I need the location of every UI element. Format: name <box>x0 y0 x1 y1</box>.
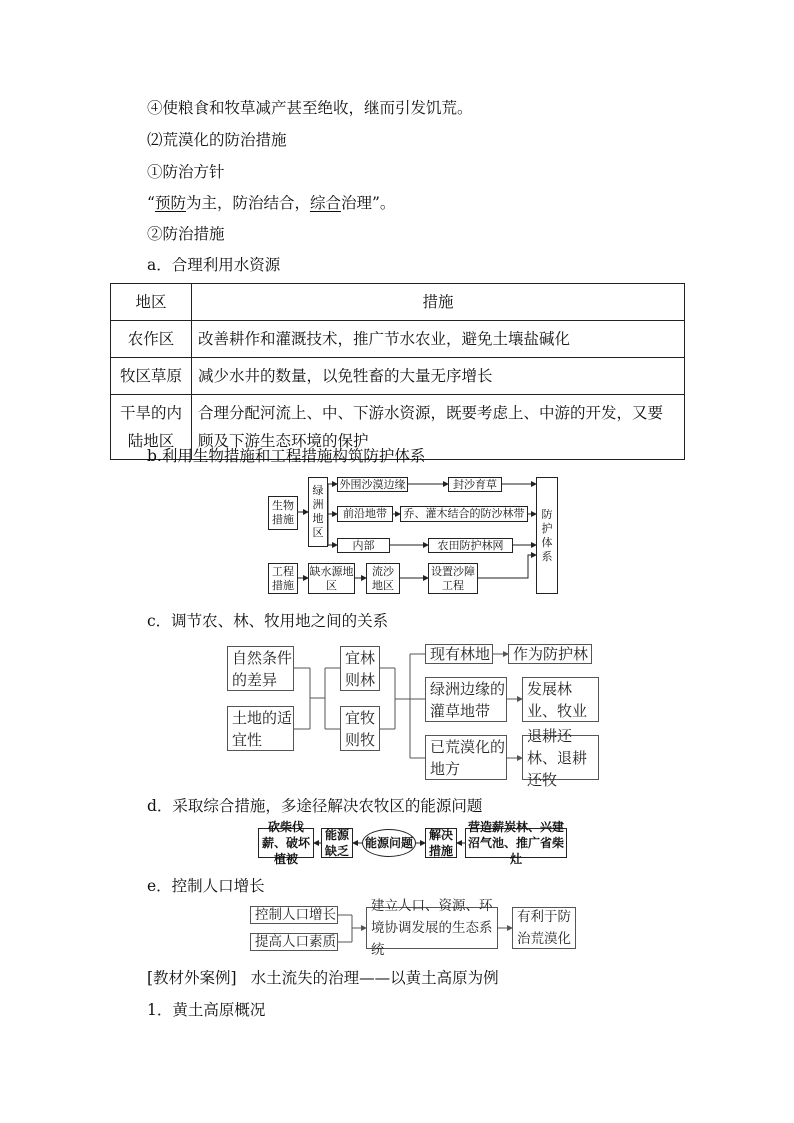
engineering-box: 工程措施 <box>268 563 298 594</box>
as-shelterbelt-box: 作为防护林 <box>508 644 592 664</box>
desertified-area-box: 已荒漠化的地方 <box>425 735 507 780</box>
overview-heading: 1．黄土高原概况 <box>147 1001 266 1019</box>
sand-grass-box: 封沙育草 <box>448 477 502 492</box>
outer-desert-box: 外围沙漠边缘 <box>337 477 408 492</box>
table-cell: 农作区 <box>111 321 192 358</box>
measure-a-title: a．合理利用水资源 <box>147 256 281 274</box>
front-zone-box: 前沿地带 <box>337 506 393 522</box>
shelterbelt-box: 乔、灌木结合的防沙林带 <box>400 506 528 522</box>
case-heading <box>147 966 499 988</box>
energy-shortage-box: 能源缺乏 <box>321 828 353 858</box>
improve-quality-box: 提高人口素质 <box>250 933 338 951</box>
measure-d-title: d．采取综合措施，多途径解决农牧区的能源问题 <box>147 797 483 815</box>
oasis-box: 绿洲地区 <box>308 477 328 547</box>
natural-conditions-box: 自然条件的差异 <box>227 646 294 691</box>
energy-problem-box: 能源问题 <box>362 829 416 857</box>
return-farmland-box: 退耕还林、退耕还牧 <box>522 735 599 780</box>
sand-barrier-box: 设置沙障工程 <box>428 563 478 594</box>
table-header-row <box>111 284 685 321</box>
case-title: 水土流失的治理——以黄土高原为例 <box>250 969 499 987</box>
table-cell: 干旱的内陆地区 <box>111 395 192 460</box>
pasture-suitable-box: 宜牧则牧 <box>340 706 380 751</box>
subheading-measures: ②防治措施 <box>147 225 225 243</box>
measure-c-title: c．调节农、林、牧用地之间的关系 <box>147 612 389 630</box>
forest-suitable-box: 宜林则林 <box>340 646 380 691</box>
firewood-box: 砍柴伐薪、破坏植被 <box>258 828 314 858</box>
protection-system-box: 防护体系 <box>536 477 558 594</box>
table-cell: 减少水井的数量，以免牲畜的大量无序增长 <box>192 358 685 395</box>
farmland-forest-box: 农田防护林网 <box>428 538 513 553</box>
control-population-box: 控制人口增长 <box>250 906 338 924</box>
land-suitability-box: 土地的适宜性 <box>227 706 294 751</box>
section-heading: ⑵荒漠化的防治措施 <box>147 131 287 149</box>
no-water-box: 缺水源地区 <box>308 563 355 594</box>
existing-forest-box: 现有林地 <box>425 644 493 664</box>
measure-e-title: e．控制人口增长 <box>147 877 265 895</box>
table-cell: 改善耕作和灌溉技术，推广节水农业，避免土壤盐碱化 <box>192 321 685 358</box>
quicksand-box: 流沙地区 <box>366 563 400 594</box>
anti-desertification-box: 有利于防治荒漠化 <box>512 907 576 949</box>
fuelwood-box: 营造薪炭林、兴建沼气池、推广省柴灶 <box>465 828 567 858</box>
consequence-line: ④使粮食和牧草减产甚至绝收，继而引发饥荒。 <box>147 99 473 117</box>
oasis-edge-box: 绿洲边缘的灌草地带 <box>425 677 507 722</box>
measure-b-title: b.利用生物措施和工程措施构筑防护体系 <box>147 447 426 465</box>
interior-box: 内部 <box>337 538 390 553</box>
table-row <box>111 321 685 358</box>
table-cell: 牧区草原 <box>111 358 192 395</box>
solutions-box: 解决措施 <box>425 828 457 858</box>
case-tag: [教材外案例] <box>147 969 237 987</box>
table-header: 措施 <box>192 284 685 321</box>
subheading-policy: ①防治方针 <box>147 163 225 181</box>
table-cell: 合理分配河流上、中、下游水资源，既要考虑上、中游的开发，又要顾及下游生态环境的保护 <box>192 395 685 460</box>
ecosystem-box: 建立人口、资源、环境协调发展的生态系统 <box>366 907 498 949</box>
table-row <box>111 358 685 395</box>
table-header: 地区 <box>111 284 192 321</box>
bio-measure-box: 生物措施 <box>268 496 298 530</box>
water-resource-table <box>110 283 685 460</box>
develop-forestry-box: 发展林业、牧业 <box>522 677 599 722</box>
policy-text: “预防为主，防治结合，综合治理”。 <box>147 194 396 212</box>
